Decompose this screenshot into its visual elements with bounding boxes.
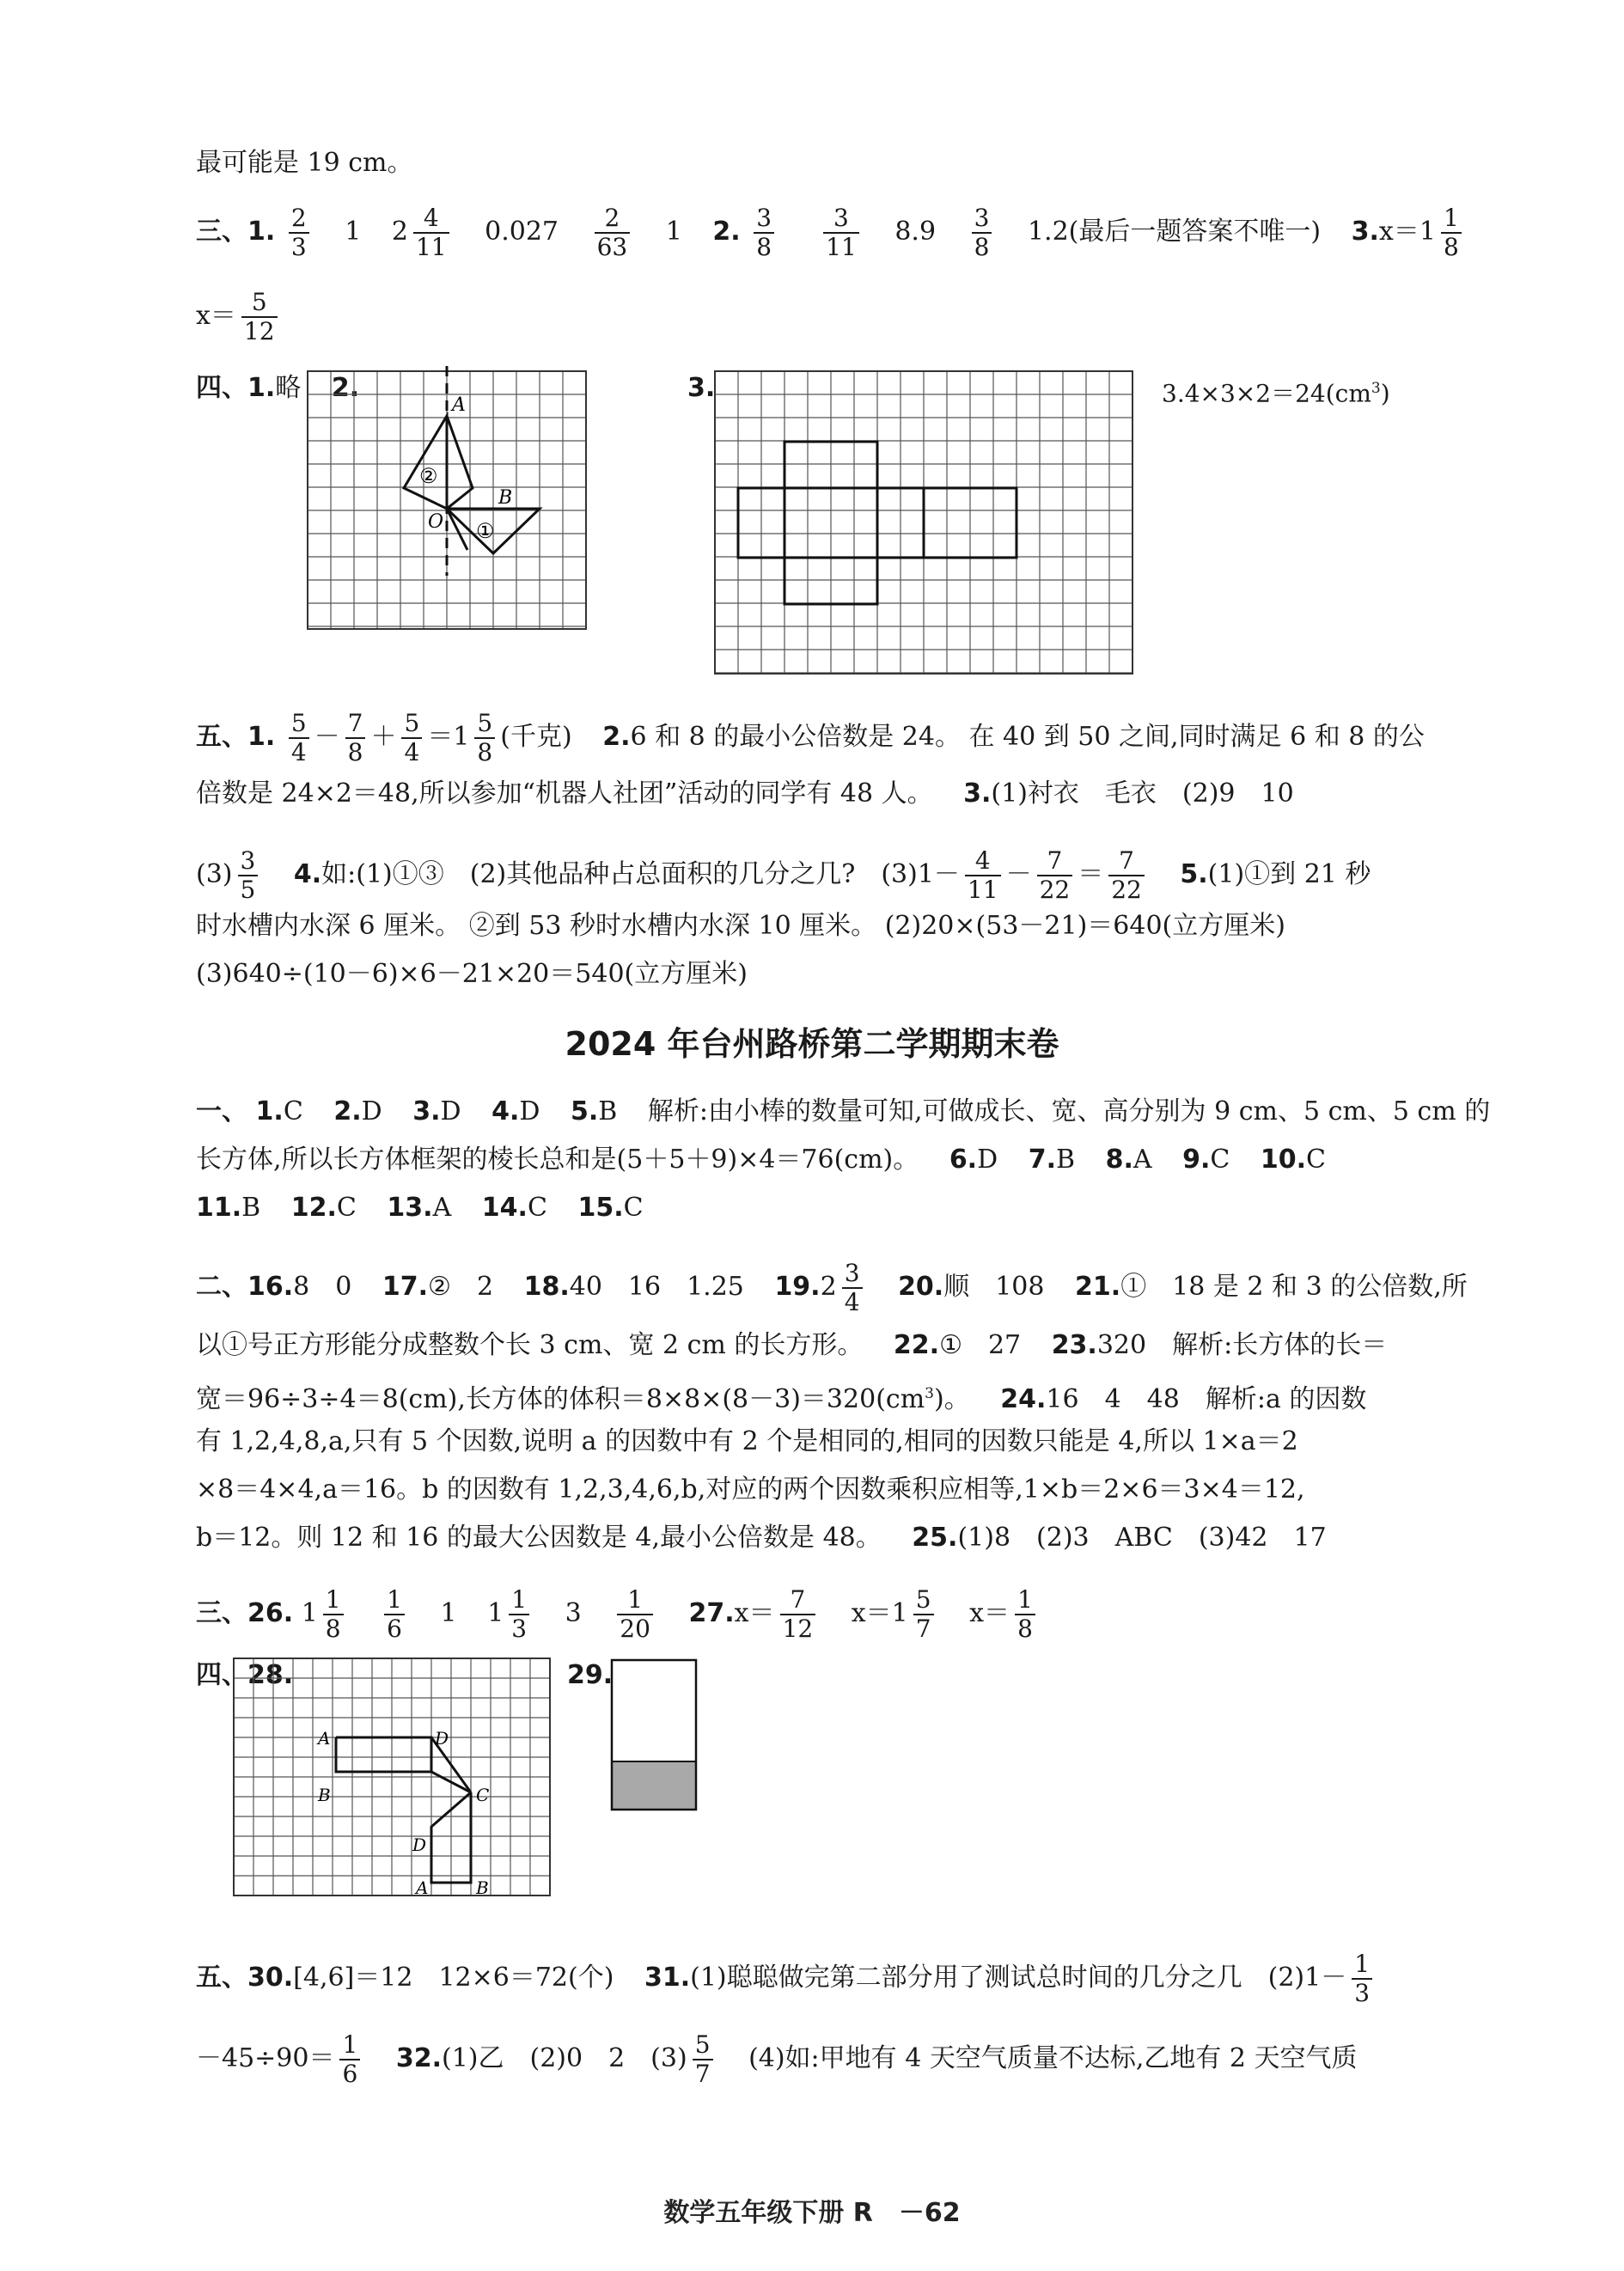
part2-line-5: ×8＝4×4,a＝16。b 的因数有 1,2,3,4,6,b,对应的两个因数乘积应相等,1×b＝2×6＝3×4＝12, (196, 1474, 1305, 1505)
fraction: $\frac{5}{7}$ (693, 2031, 713, 2088)
shape-label-2: ② (419, 464, 438, 488)
answer-value: 1 (665, 217, 682, 247)
section-label: 五、 (196, 1963, 247, 1993)
fig-sec4-q2-grid (308, 371, 586, 629)
sec5-line-3: (3) $\frac{3}{5}$ 4.如:(1)①③ (2)其他品种占总面积的几分之几? (3)1－ $\frac{4}{11}$ － $\frac{7}{22}$ ＝ $\frac{7}{22}$ 5.(1)①到 21 秒 (196, 846, 1371, 904)
shape-label-1: ① (476, 519, 495, 543)
question-number: 2. (712, 217, 741, 247)
page-footer: 数学五年级下册 R －62 (663, 2198, 961, 2228)
fraction: $\frac{5}{8}$ (474, 710, 495, 766)
point-label-b-bottom: B (476, 1877, 489, 1898)
question-number: 2. (602, 722, 631, 752)
fraction: $\frac{3}{8}$ (754, 205, 774, 261)
fraction: $\frac{1}{8}$ (1441, 205, 1462, 261)
answer-value: 8.9 (894, 217, 937, 247)
point-label-b: B (498, 487, 513, 509)
sec4-q3-number (687, 369, 715, 407)
part2-line-3: 宽＝96÷3÷4＝8(cm),长方体的体积$=8\times 8\times(8-3)=320(cm^3)$。 24.16 4 48 解析:a 的因数 (196, 1384, 1367, 1414)
continuation-line (196, 144, 1430, 182)
part2-line-4: 有 1,2,4,8,a,只有 5 个因数,说明 a 的因数中有 2 个是相同的,相同的因数只能是 4,所以 1×a＝2 (196, 1426, 1298, 1456)
section-label: 五、 (196, 722, 247, 752)
fraction: $\frac{5}{7}$ (913, 1586, 934, 1643)
continuation-text: 最可能是 19 cm。 (196, 148, 413, 178)
fraction: $\frac{7}{8}$ (345, 710, 366, 766)
fraction: $\frac{7}{22}$ (1108, 847, 1145, 904)
point-label-d-top: D (435, 1728, 449, 1749)
point-label-d-bottom: D (412, 1835, 427, 1855)
fraction: $\frac{4}{11}$ (965, 847, 1001, 904)
answer-value: 1 (345, 217, 362, 247)
fig-sec4-q3-net-grid (715, 371, 1133, 674)
sec5-line-5: (3)640÷(10－6)×6－21×20＝540(立方厘米) (196, 959, 748, 989)
question-number: 3. (963, 778, 992, 809)
sec5-line-4: 时水槽内水深 6 厘米。 ②到 53 秒时水槽内水深 10 厘米。 (2)20×(53－21)＝640(立方厘米) (196, 911, 1285, 941)
section-label: 四、 (196, 1660, 247, 1690)
part5-line-1: 五、30.[4,6]＝12 12×6＝72(个) 31.(1)聪聪做完第二部分用了测试总时间的几分之几 (2)1－ $\frac{1}{3}$ (196, 1950, 1430, 2007)
question-number: 28. (247, 1660, 294, 1690)
fraction: $\frac{5}{12}$ (241, 289, 278, 345)
fraction: $\frac{3}{11}$ (823, 205, 859, 261)
fraction: $\frac{1}{6}$ (339, 2031, 360, 2088)
section-label: 一、 (196, 1096, 247, 1126)
sec4-q3-calc: $3.4\times 3\times 2=24(cm^3)$ (1162, 379, 1390, 408)
fraction: $\frac{2}{63}$ (595, 205, 631, 261)
section-label: 三、 (196, 1598, 247, 1628)
point-label-c: C (476, 1785, 490, 1805)
point-label-a-top: A (318, 1728, 331, 1749)
part2-line-6: b＝12。则 12 和 16 的最大公因数是 4,最小公倍数是 48。 25.(1)8 (2)3 ABC (3)42 17 (196, 1523, 1327, 1553)
fraction: $\frac{3}{5}$ (238, 847, 259, 904)
fraction: $\frac{3}{8}$ (972, 205, 992, 261)
fraction: $\frac{7}{12}$ (780, 1586, 816, 1643)
point-label-a: A (452, 394, 466, 416)
question-number: 1. (247, 217, 276, 247)
question-number: 2. (331, 373, 360, 403)
point-label-o: O (428, 511, 444, 533)
fraction: $\frac{1}{6}$ (384, 1586, 405, 1643)
sec5-line-2: 倍数是 24×2＝48,所以参加“机器人社团”活动的同学有 48 人。 3.(1)衬衣 毛衣 (2)9 10 (196, 778, 1294, 809)
fraction: $\frac{1}{3}$ (509, 1586, 529, 1643)
part1-line-3: 11.B 12.C 13.A 14.C 15.C (196, 1193, 644, 1223)
part5-line-2: －45÷90＝ $\frac{1}{6}$ 32.(1)乙 (2)0 2 (3) $\frac{5}{7}$ (4)如:甲地有 4 天空气质量不达标,乙地有 2 天空气质 (196, 2030, 1358, 2088)
fraction: $\frac{1}{8}$ (323, 1586, 344, 1643)
question-number: 1. (247, 722, 276, 752)
question-number: 3. (687, 373, 716, 403)
fig-q28-grid (234, 1658, 550, 1896)
point-label-a-bottom: A (416, 1877, 429, 1898)
part2-line-1: 二、16.8 0 17.② 2 18.40 16 1.25 19.2 $\frac{3}{4}$ 20.顺 108 21.① 18 是 2 和 3 的公倍数,所 (196, 1259, 1468, 1316)
part1-line-2: 长方体,所以长方体框架的棱长总和是(5＋5＋9)×4＝76(cm)。 6.D 7.B 8.A 9.C 10.C (196, 1145, 1326, 1175)
fraction: $\frac{5}{4}$ (289, 710, 309, 766)
part1-line-1: 一、 1.C 2.D 3.D 4.D 5.B 解析:由小棒的数量可知,可做成长、宽、高分别为 9 cm、5 cm、5 cm 的 (196, 1096, 1491, 1126)
fraction: $\frac{1}{3}$ (1352, 1950, 1372, 2007)
part3-line: 三、26. 1 $\frac{1}{8}$ $\frac{1}{6}$ 1 1 $\frac{1}{3}$ 3 $\frac{1}{20}$ 27.x＝ $\frac{7}{12}$ x＝1 $\frac{5}{7}$ x＝ $\frac{1}{8}$ (196, 1586, 1430, 1643)
fraction: $\frac{4}{11}$ (413, 205, 449, 261)
question-number: 3. (1351, 217, 1379, 247)
section-label: 四、 (196, 373, 247, 403)
section-label: 三、 (196, 217, 247, 247)
sec3-line-1: 三、1. $\frac{2}{3}$ 1 2 $\frac{4}{11}$ 0.027 $\frac{2}{63}$ 1 2. $\frac{3}{8}$ $\frac{3}{11}$ 8.9 $\frac{3}{8}$ 1.2(最后一题答案不唯一) 3.x＝1 $\frac{1}{8}$ (196, 205, 1430, 261)
fraction: $\frac{7}{22}$ (1037, 847, 1073, 904)
fraction: $\frac{5}{4}$ (401, 710, 422, 766)
question-number: 29. (567, 1660, 614, 1690)
section-label: 二、 (196, 1272, 247, 1302)
question-number: 4. (293, 859, 322, 889)
sec3-line-2: x＝ $\frac{5}{12}$ (196, 289, 1430, 345)
question-number: 5. (1180, 859, 1208, 889)
fraction: $\frac{2}{3}$ (289, 205, 309, 261)
fraction: $\frac{3}{4}$ (842, 1260, 863, 1316)
point-label-b-left: B (318, 1785, 331, 1805)
exam-title: 2024 年台州路桥第二学期期末卷 (565, 1025, 1059, 1063)
part2-line-2: 以①号正方形能分成整数个长 3 cm、宽 2 cm 的长方形。 22.① 27 23.320 解析:长方体的长＝ (196, 1330, 1388, 1360)
answer-value: 1.2(最后一题答案不唯一) (1027, 217, 1322, 247)
fraction: $\frac{1}{8}$ (1015, 1586, 1035, 1643)
question-number: 1. (247, 373, 276, 403)
fraction: $\frac{1}{20}$ (617, 1586, 653, 1643)
q29-number (567, 1657, 613, 1694)
fig-q29-container (612, 1660, 698, 1811)
sec4-label-line: 四、1.略 2. (196, 373, 360, 403)
answer-value: 0.027 (485, 217, 559, 247)
sec5-line-1: 五、1. $\frac{5}{4}$ － $\frac{7}{8}$ ＋ $\frac{5}{4}$ ＝1 $\frac{5}{8}$ (千克) 2.6 和 8 的最小公倍数是 24。 在 40 到 50 之间,同时满足 6 和 8 的公 (196, 709, 1425, 766)
